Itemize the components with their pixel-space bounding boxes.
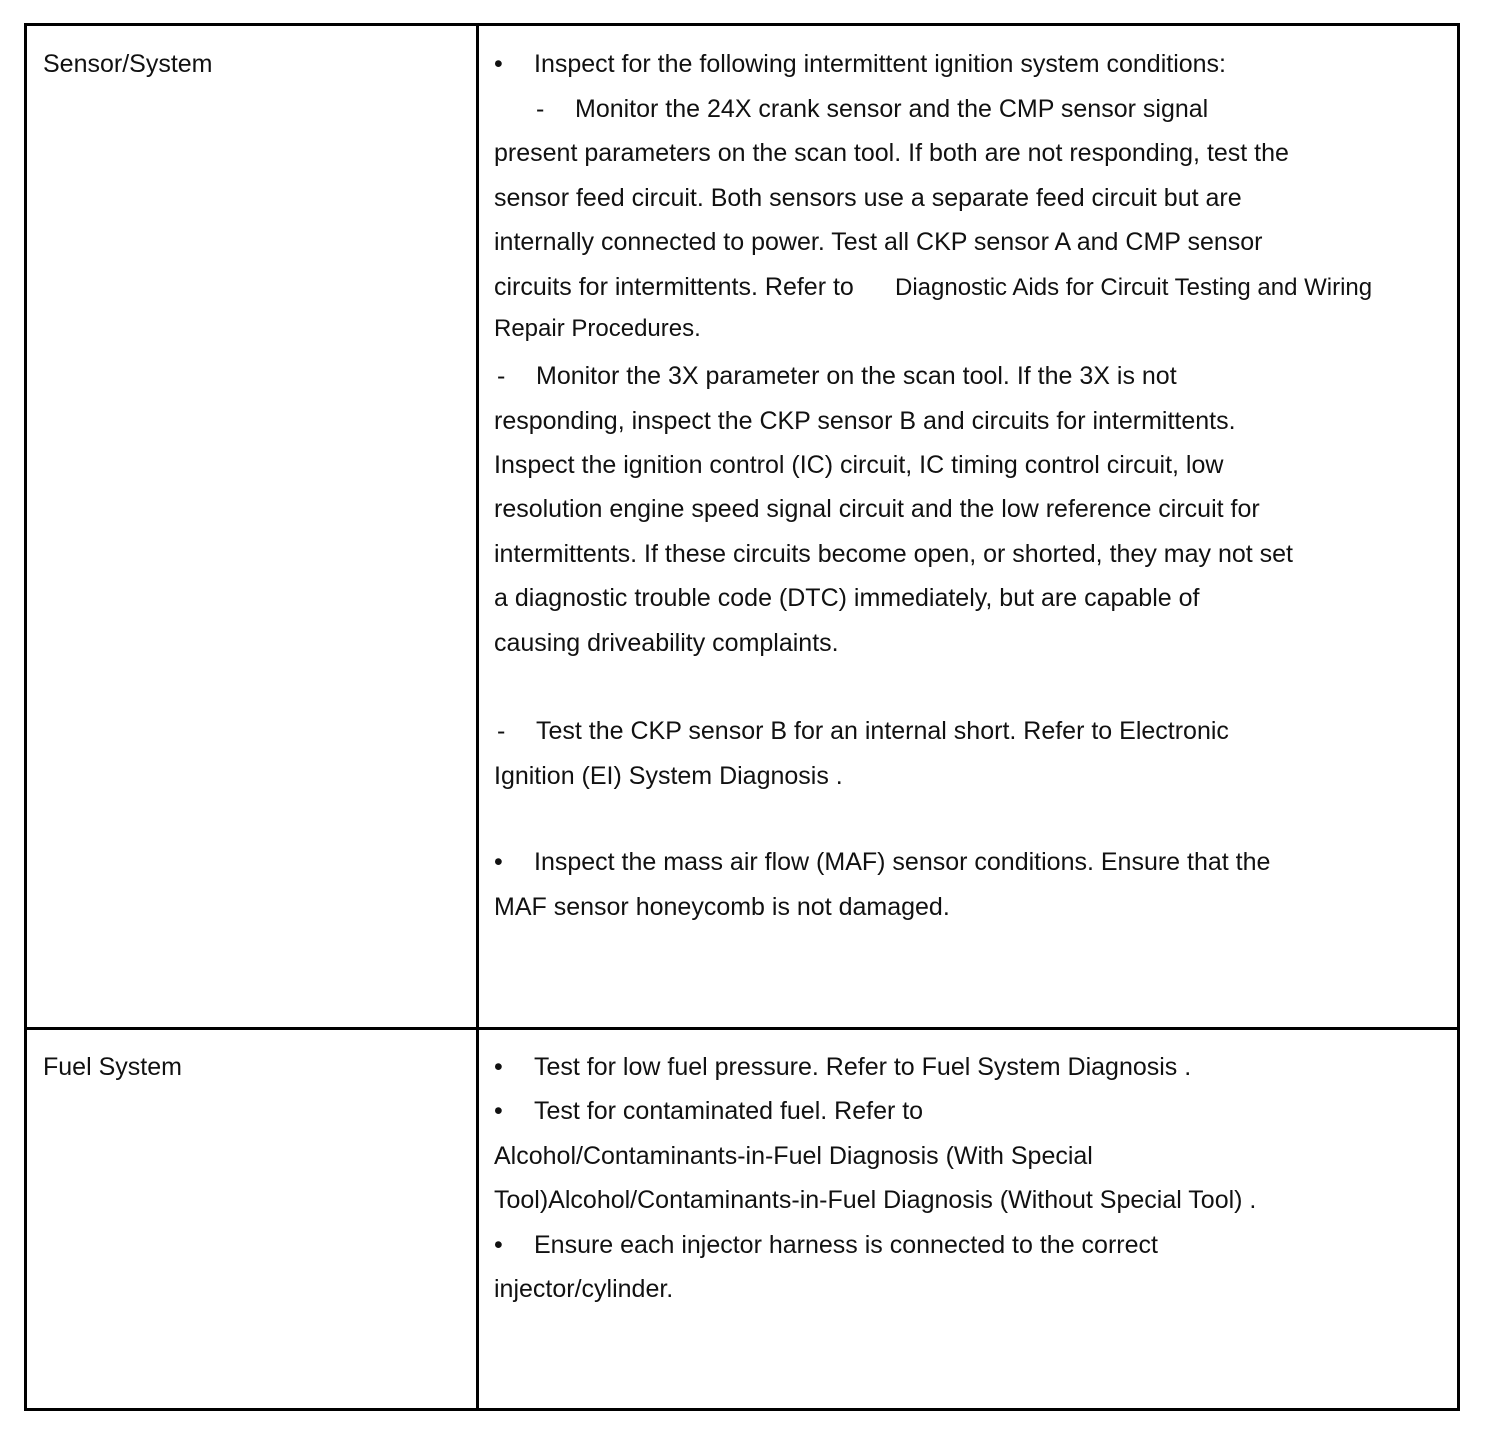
text-line: Test for low fuel pressure. Refer to Fuel System Diagnosis . <box>534 1053 1192 1081</box>
text-line: Inspect the mass air flow (MAF) sensor conditions. Ensure that the <box>534 848 1271 876</box>
text-line: Inspect the ignition control (IC) circuit, IC timing control circuit, low <box>494 451 1224 479</box>
bullet-marker: • <box>494 50 503 78</box>
text-line: present parameters on the scan tool. If both are not responding, test the <box>494 139 1289 167</box>
diagnostic-table <box>24 23 1460 1411</box>
text-line: resolution engine speed signal circuit and the low reference circuit for <box>494 495 1260 523</box>
text-line: Alcohol/Contaminants-in-Fuel Diagnosis (With Special <box>494 1142 1093 1170</box>
text-line: Monitor the 3X parameter on the scan tool. If the 3X is not <box>536 362 1177 390</box>
row-label-sensor-system: Sensor/System <box>43 50 213 78</box>
text-line: intermittents. If these circuits become open, or shorted, they may not set <box>494 540 1293 568</box>
text-line: a diagnostic trouble code (DTC) immediately, but are capable of <box>494 584 1200 612</box>
row-divider <box>27 1027 1457 1030</box>
text-line: Tool)Alcohol/Contaminants-in-Fuel Diagnosis (Without Special Tool) . <box>494 1186 1257 1214</box>
reference-link-text: Repair Procedures. <box>494 315 701 342</box>
text-line: responding, inspect the CKP sensor B and circuits for intermittents. <box>494 407 1236 435</box>
text-line: sensor feed circuit. Both sensors use a separate feed circuit but are <box>494 184 1242 212</box>
text-line: Test for contaminated fuel. Refer to <box>534 1097 924 1125</box>
text-line: Ensure each injector harness is connected to the correct <box>534 1231 1158 1259</box>
text-line: circuits for intermittents. Refer to <box>494 273 854 301</box>
reference-link-text: Diagnostic Aids for Circuit Testing and Wiring <box>895 274 1373 301</box>
text-line: Inspect for the following intermittent ignition system conditions: <box>534 50 1227 78</box>
text-line: causing driveability complaints. <box>494 629 839 657</box>
text-line: injector/cylinder. <box>494 1275 674 1303</box>
text-line: Monitor the 24X crank sensor and the CMP sensor signal <box>575 95 1209 123</box>
row-label-fuel-system: Fuel System <box>43 1053 182 1081</box>
bullet-marker: • <box>494 1097 503 1125</box>
text-line: Test the CKP sensor B for an internal short. Refer to Electronic <box>536 717 1229 745</box>
text-line: internally connected to power. Test all CKP sensor A and CMP sensor <box>494 228 1263 256</box>
bullet-marker: • <box>494 1231 503 1259</box>
text-line: Ignition (EI) System Diagnosis . <box>494 762 843 790</box>
dash-marker: - <box>497 717 506 745</box>
text-line: MAF sensor honeycomb is not damaged. <box>494 893 950 921</box>
bullet-marker: • <box>494 1053 503 1081</box>
dash-marker: - <box>497 362 506 390</box>
bullet-marker: • <box>494 848 503 876</box>
dash-marker: - <box>536 95 545 123</box>
column-divider <box>476 26 479 1408</box>
